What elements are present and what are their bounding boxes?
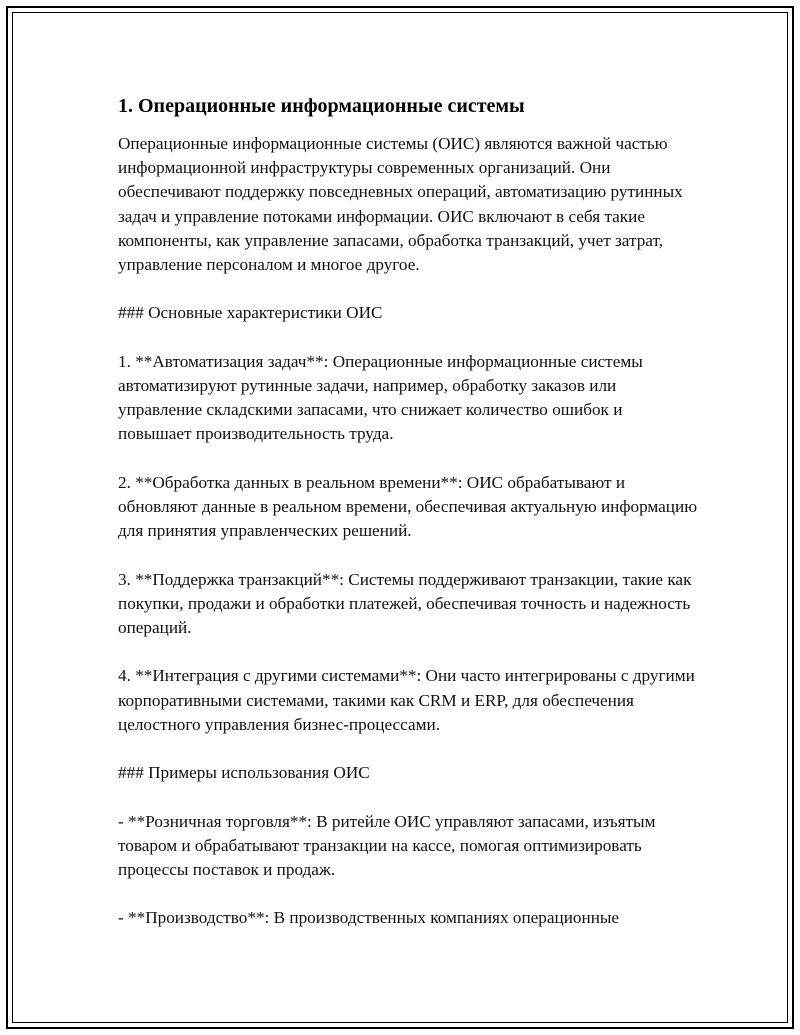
list-item-transaction-support: 3. **Поддержка транзакций**: Системы поддерживают транзакции, такие как покупки, продажи и обработки платежей, обеспечивая точность и надежность операций. bbox=[118, 569, 692, 637]
example-item-manufacturing: - **Производство**: В производственных компаниях операционные bbox=[118, 908, 620, 928]
section-heading-examples: ### Примеры использования ОИС bbox=[118, 763, 370, 783]
document-body bbox=[118, 92, 700, 931]
section-heading-characteristics: ### Основные характеристики ОИС bbox=[118, 303, 383, 323]
example-item-retail: - **Розничная торговля**: В ритейле ОИС управляют запасами, изъятым товаром и обрабатывают транзакции на кассе, помогая оптимизировать процессы поставок и продаж. bbox=[118, 811, 656, 879]
list-item-integration: 4. **Интеграция с другими системами**: Они часто интегрированы с другими корпоративными системами, такими как CRM и ERP, для обеспечения целостного управления бизнес-процессами. bbox=[118, 666, 695, 734]
list-item-realtime-processing: 2. **Обработка данных в реальном времени**: ОИС обрабатывают и обновляют данные в реальном времени, обеспечивая актуальную информацию для принятия управленческих решений. bbox=[118, 472, 698, 541]
document-title: 1. Операционные информационные системы bbox=[118, 95, 525, 117]
list-item-automation: 1. **Автоматизация задач**: Операционные информационные системы автоматизируют рутинные задачи, например, обработку заказов или управление складскими запасами, что снижает количество ошибок и повышает производительность труда. bbox=[118, 351, 643, 444]
intro-paragraph: Операционные информационные системы (ОИС) являются важной частью информационной инфраструктуры современных организаций. Они обеспечивают поддержку повседневных операций, автоматизацию рутинных задач и управление потоками информации. ОИС включают в себя такие компоненты, как управление запасами, обработка транзакций, учет затрат, управление персоналом и многое другое. bbox=[118, 134, 683, 275]
